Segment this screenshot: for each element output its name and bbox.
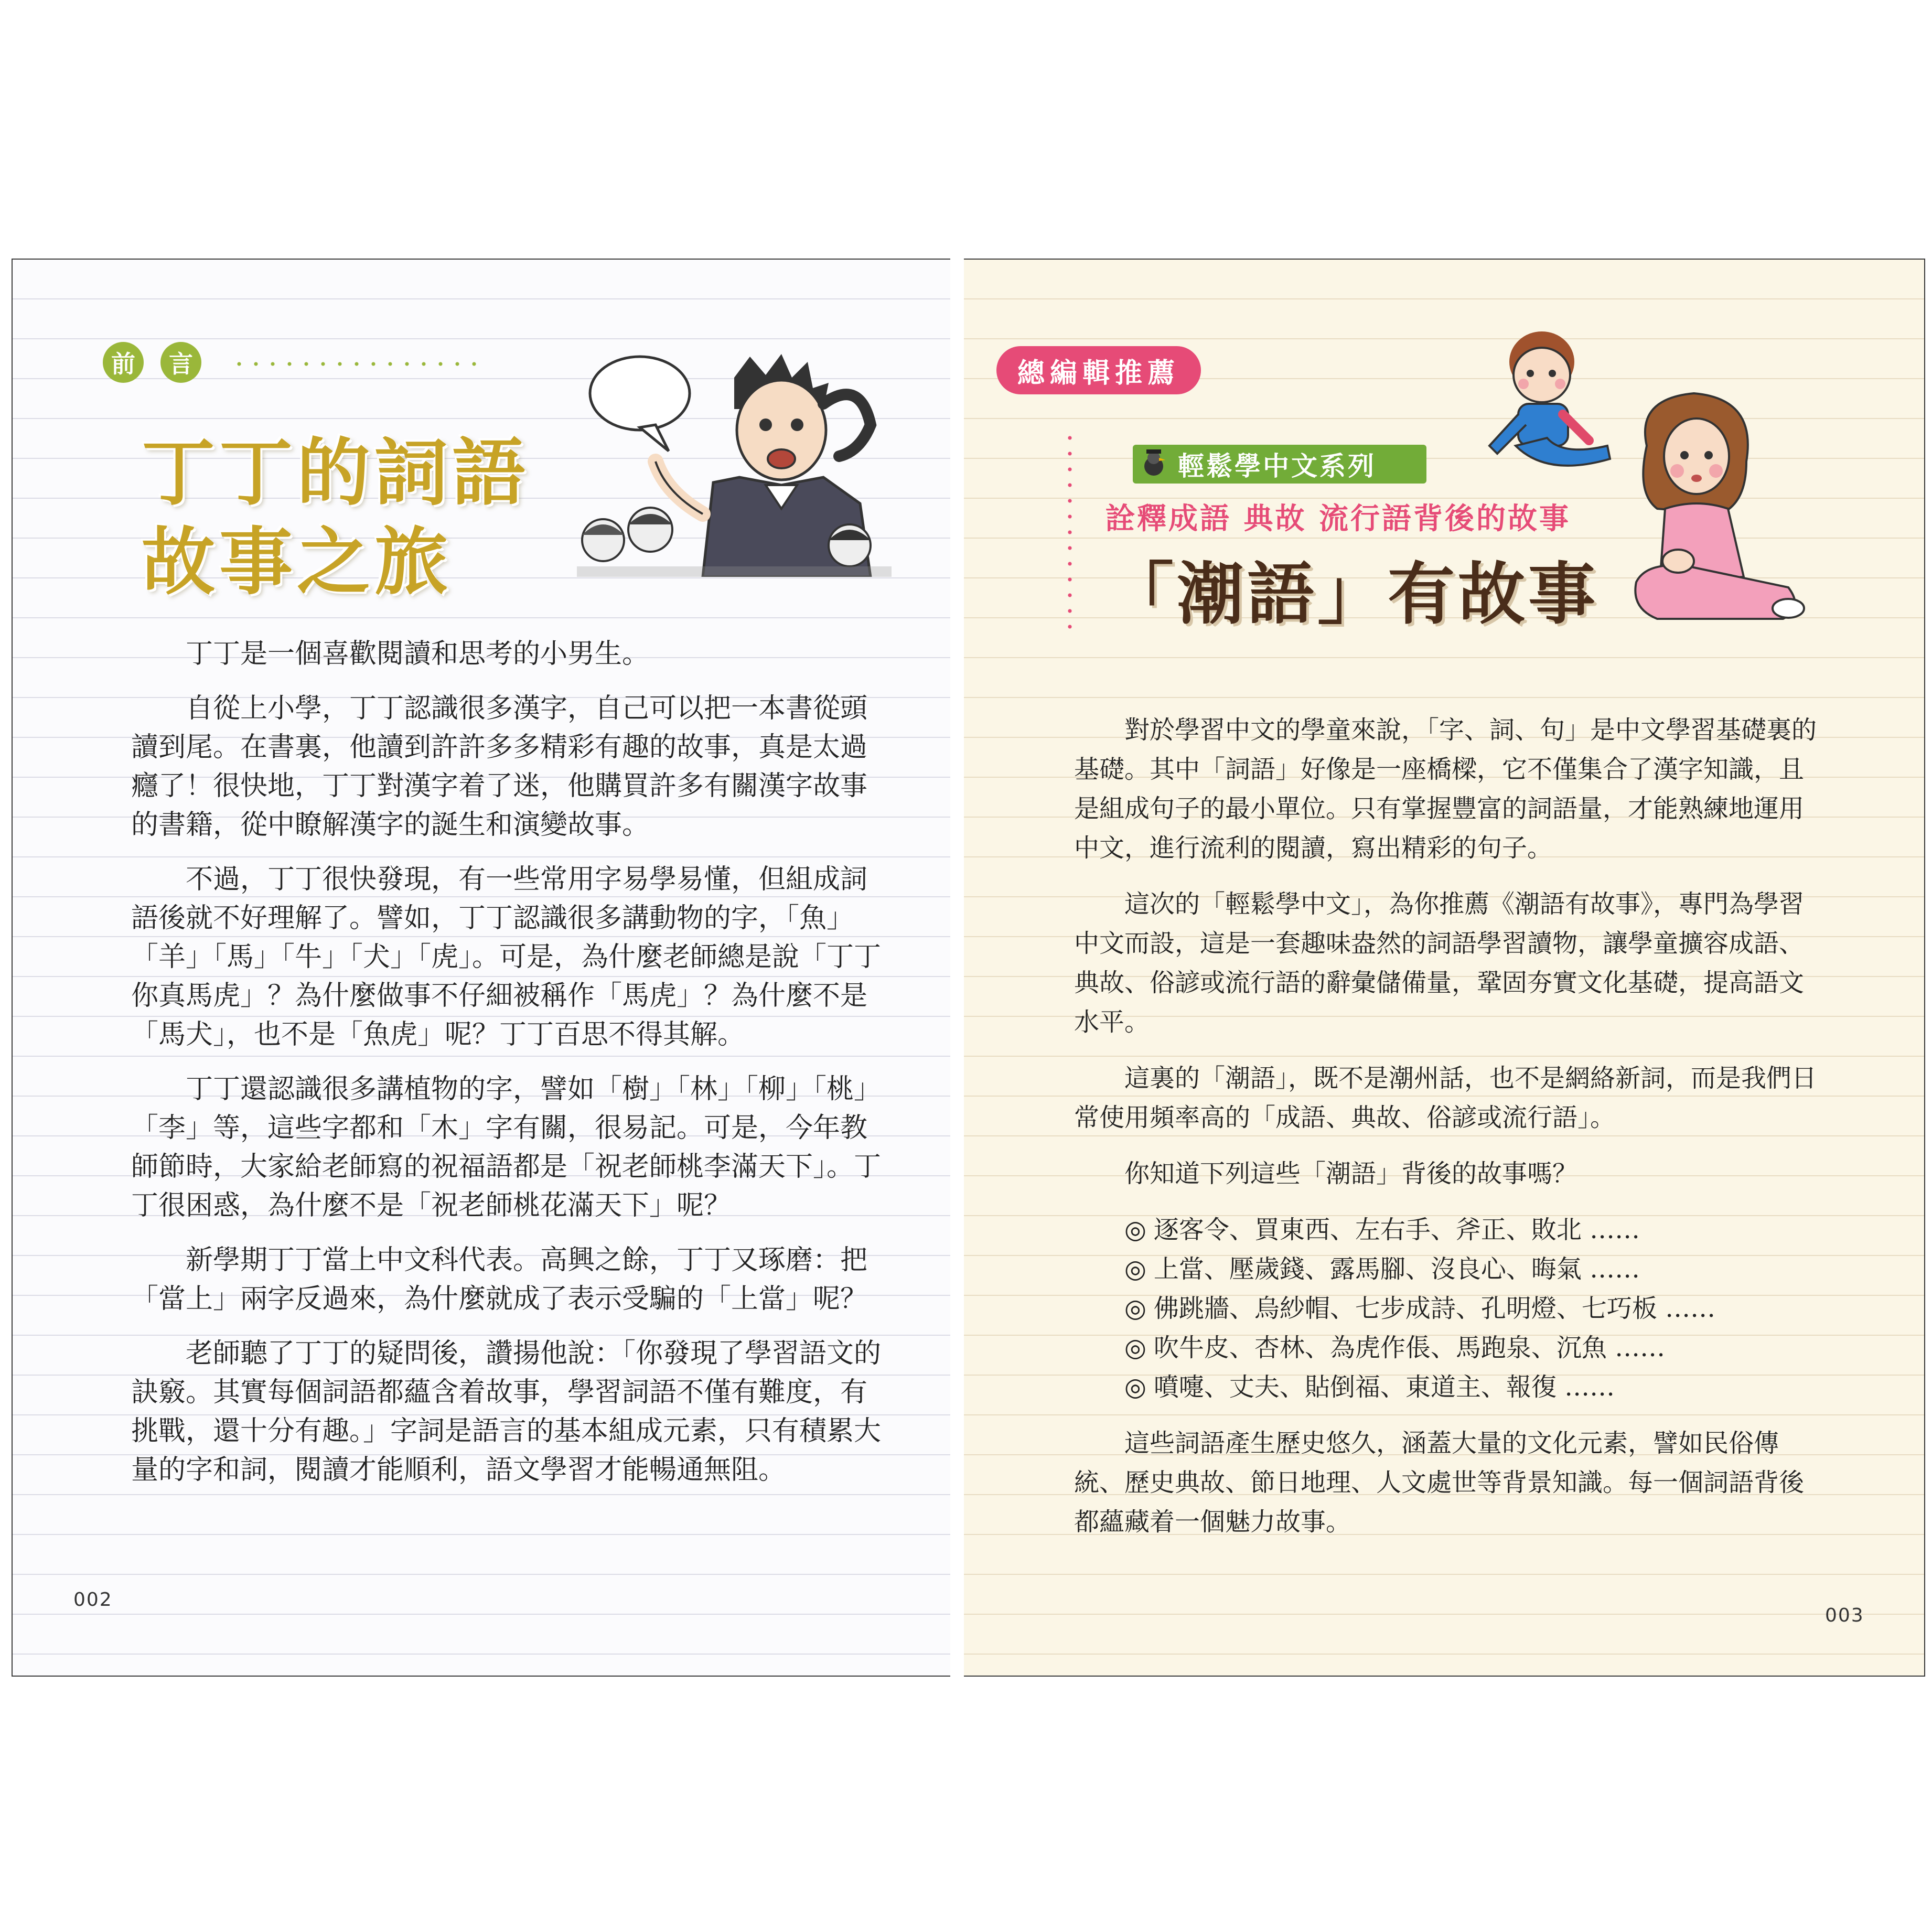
section-label-char-1: 前 [103, 342, 144, 383]
bullet-mark: ◎ [1124, 1254, 1146, 1284]
bird-mascot-icon [1138, 448, 1169, 480]
page-title-line-2: 故事之旅 [142, 520, 453, 605]
left-paragraph-6: 老師聽了丁丁的疑問後，讚揚他說：「你發現了學習語文的訣竅。其實每個詞語都蘊含着故事，學習詞語不僅有難度，有挑戰，還十分有趣。」字詞是語言的基本組成元素，只有積累大量的字和詞，閱讀才能順利，語文學習才能暢通無阻。 [131, 1338, 882, 1486]
left-body-text [131, 635, 892, 1505]
bullet-mark: ◎ [1124, 1333, 1146, 1362]
left-paragraph-1: 丁丁是一個喜歡閱讀和思考的小男生。 [186, 638, 650, 670]
series-label-band [1133, 445, 1426, 484]
bullet-mark: ◎ [1124, 1372, 1146, 1402]
right-paragraph-2: 這次的「輕鬆學中文」，為你推薦《潮語有故事》，專門為學習中文而設，這是一套趣味盎然的詞語學習讀物，讓學童擴容成語、典故、俗諺或流行語的辭彙儲備量，鞏固夯實文化基礎，提高語文水平。 [1074, 889, 1805, 1037]
bullet-mark: ◎ [1124, 1215, 1146, 1244]
left-page-number: 002 [73, 1589, 113, 1611]
right-paragraph-5: 這些詞語產生歷史悠久，涵蓋大量的文化元素，譬如民俗傳統、歷史典故、節日地理、人文處世等背景知識。每一個詞語背後都蘊藏着一個魅力故事。 [1074, 1429, 1805, 1537]
right-paragraph-4: 你知道下列這些「潮語」背後的故事嗎？ [1124, 1159, 1578, 1188]
right-main-title: 「潮語」有故事 [1107, 555, 1599, 634]
right-paragraph-3: 這裏的「潮語」，既不是潮州話，也不是網絡新詞，而是我們日常使用頻率高的「成語、典故、俗諺或流行語」。 [1074, 1064, 1817, 1132]
kneeling-girl-illustration [1615, 388, 1815, 640]
right-paragraph-1: 對於學習中文的學童來說，「字、詞、句」是中文學習基礎裏的基礎。其中「詞語」好像是一座橋樑，它不僅集合了漢字知識，且是組成句子的最小單位。只有掌握豐富的詞語量，才能熟練地運用中文，進行流利的閱讀，寫出精彩的句子。 [1074, 715, 1817, 863]
left-paragraph-4: 丁丁還認識很多講植物的字，譬如「樹」「林」「柳」「桃」「李」等，這些字都和「木」字有關，很易記。可是，今年教師節時，大家給老師寫的祝福語都是「祝老師桃李滿天下」。丁丁很困惑，為什麼不是「祝老師桃花滿天下」呢？ [131, 1074, 882, 1221]
right-body-text [1074, 711, 1819, 1559]
idiom-list-item [1124, 1289, 1819, 1328]
idiom-list-item [1124, 1368, 1819, 1407]
series-label-text: 輕鬆學中文系列 [1178, 451, 1376, 481]
vertical-dotted-divider [1068, 430, 1072, 640]
page-title-line-1: 丁丁的詞語 [142, 431, 530, 516]
left-paragraph-2: 自從上小學，丁丁認識很多漢字，自己可以把一本書從頭讀到尾。在書裏，他讀到許許多多精彩有趣的故事，真是太過癮了！很快地，丁丁對漢字着了迷，他購買許多有關漢字故事的書籍，從中瞭解漢字的誕生和演變故事。 [131, 693, 868, 841]
recommendation-label: 總編輯推薦 [996, 346, 1201, 394]
idiom-list-text: 上當、壓歲錢、露馬腳、沒良心、晦氣 …… [1153, 1254, 1640, 1284]
bullet-mark: ◎ [1124, 1294, 1146, 1323]
idiom-list-item [1124, 1250, 1819, 1289]
left-paragraph-3: 不過，丁丁很快發現，有一些常用字易學易懂，但組成詞語後就不好理解了。譬如，丁丁認識很多講動物的字，「魚」「羊」「馬」「牛」「犬」「虎」。可是，為什麼老師總是說「丁丁你真馬虎」？為什麼做事不仔細被稱作「馬虎」？為什麼不是「馬犬」，也不是「魚虎」呢？丁丁百思不得其解。 [131, 864, 882, 1050]
idiom-list-item [1124, 1210, 1819, 1250]
section-label-char-2: 言 [160, 342, 201, 383]
dotted-divider [231, 362, 482, 366]
boy-thinking-illustration [577, 346, 892, 577]
idiom-list-item [1124, 1328, 1819, 1368]
idiom-list-text: 噴嚏、丈夫、貼倒福、東道主、報復 …… [1153, 1372, 1615, 1402]
right-subtitle: 詮釋成語 典故 流行語背後的故事 [1105, 502, 1571, 536]
right-page-number: 003 [1825, 1605, 1864, 1626]
idiom-list-text: 吹牛皮、杏林、為虎作倀、馬跑泉、沉魚 …… [1153, 1333, 1666, 1362]
idiom-list-text: 佛跳牆、烏紗帽、七步成詩、孔明燈、七巧板 …… [1153, 1294, 1716, 1323]
left-paragraph-5: 新學期丁丁當上中文科代表。高興之餘，丁丁又琢磨：把「當上」兩字反過來，為什麼就成了表示受騙的「上當」呢？ [131, 1244, 868, 1315]
idiom-list-text: 逐客令、買東西、左右手、斧正、敗北 …… [1153, 1215, 1640, 1244]
sitting-boy-illustration [1468, 325, 1626, 482]
idiom-list [1074, 1210, 1819, 1407]
